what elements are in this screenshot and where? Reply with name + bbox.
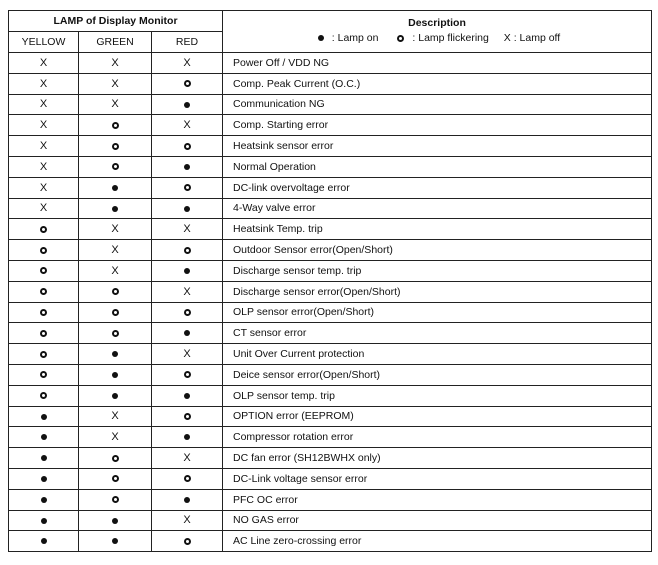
- table-row: [9, 323, 652, 344]
- table-row: [9, 406, 652, 427]
- red-lamp-cell: [152, 115, 223, 136]
- legend: [310, 32, 564, 44]
- legend-flicker: : Lamp flickering: [393, 32, 492, 44]
- red-lamp-cell: [152, 406, 223, 427]
- yellow-lamp-cell: [9, 406, 79, 427]
- lamp-off-icon: X: [183, 452, 191, 465]
- lamp-on-icon: [184, 434, 190, 440]
- lamp-flicker-icon: [40, 288, 47, 295]
- lamp-on-icon: [112, 185, 118, 191]
- table-row: [9, 531, 652, 552]
- lamp-off-icon: X: [183, 119, 191, 132]
- table-row: [9, 136, 652, 157]
- table-row: [9, 198, 652, 219]
- lamp-flicker-icon: [40, 247, 47, 254]
- lamp-on-icon: [184, 497, 190, 503]
- green-lamp-cell: [79, 427, 152, 448]
- legend-off: X : Lamp off: [503, 32, 561, 44]
- lamp-flicker-icon: [112, 309, 119, 316]
- table-row: [9, 364, 652, 385]
- red-lamp-cell: [152, 323, 223, 344]
- description-cell: 4-Way valve error: [223, 198, 652, 219]
- yellow-lamp-cell: [9, 260, 79, 281]
- table-row: [9, 156, 652, 177]
- yellow-lamp-cell: [9, 302, 79, 323]
- lamp-flicker-icon: [184, 371, 191, 378]
- description-cell: Comp. Peak Current (O.C.): [223, 73, 652, 94]
- lamp-flicker-icon: [40, 371, 47, 378]
- legend-on: : Lamp on: [314, 32, 383, 44]
- lamp-on-icon: [41, 434, 47, 440]
- table-row: [9, 427, 652, 448]
- description-cell: Communication NG: [223, 94, 652, 115]
- yellow-column-header: YELLOW: [9, 32, 79, 53]
- lamp-on-icon: [184, 164, 190, 170]
- red-lamp-cell: [152, 219, 223, 240]
- green-lamp-cell: [79, 53, 152, 74]
- green-lamp-cell: [79, 323, 152, 344]
- lamp-flicker-icon: [112, 330, 119, 337]
- lamp-table-container: [8, 10, 652, 552]
- lamp-on-icon: [41, 518, 47, 524]
- green-lamp-cell: [79, 302, 152, 323]
- lamp-on-icon: [318, 35, 324, 41]
- table-row: [9, 489, 652, 510]
- description-cell: DC-Link voltage sensor error: [223, 468, 652, 489]
- lamp-on-icon: [184, 330, 190, 336]
- description-cell: AC Line zero-crossing error: [223, 531, 652, 552]
- red-lamp-cell: [152, 364, 223, 385]
- description-cell: Outdoor Sensor error(Open/Short): [223, 240, 652, 261]
- lamp-on-icon: [184, 393, 190, 399]
- red-lamp-cell: [152, 136, 223, 157]
- green-lamp-cell: [79, 219, 152, 240]
- yellow-lamp-cell: [9, 198, 79, 219]
- lamp-status-table: [8, 10, 652, 552]
- lamp-off-icon: X: [183, 348, 191, 361]
- description-cell: Discharge sensor error(Open/Short): [223, 281, 652, 302]
- description-cell: DC-link overvoltage error: [223, 177, 652, 198]
- red-lamp-cell: [152, 156, 223, 177]
- lamp-flicker-icon: [184, 184, 191, 191]
- lamp-on-icon: [112, 518, 118, 524]
- green-lamp-cell: [79, 260, 152, 281]
- red-lamp-cell: [152, 94, 223, 115]
- lamp-off-icon: X: [111, 410, 119, 423]
- lamp-flicker-icon: [184, 80, 191, 87]
- lamp-flicker-icon: [184, 143, 191, 150]
- table-row: [9, 302, 652, 323]
- green-lamp-cell: [79, 281, 152, 302]
- lamp-off-icon: X: [111, 56, 119, 69]
- description-cell: Heatsink sensor error: [223, 136, 652, 157]
- lamp-off-icon: X: [39, 202, 48, 215]
- green-lamp-cell: [79, 468, 152, 489]
- description-cell: Power Off / VDD NG: [223, 53, 652, 74]
- lamp-flicker-icon: [112, 288, 119, 295]
- description-cell: Unit Over Current protection: [223, 344, 652, 365]
- table-row: [9, 448, 652, 469]
- lamp-on-icon: [112, 393, 118, 399]
- yellow-lamp-cell: [9, 219, 79, 240]
- table-row: [9, 94, 652, 115]
- green-lamp-cell: [79, 136, 152, 157]
- lamp-off-icon: X: [39, 181, 48, 194]
- description-cell: OPTION error (EEPROM): [223, 406, 652, 427]
- yellow-lamp-cell: [9, 281, 79, 302]
- lamp-off-icon: X: [183, 285, 191, 298]
- description-cell: Compressor rotation error: [223, 427, 652, 448]
- lamp-flicker-icon: [184, 247, 191, 254]
- red-lamp-cell: [152, 468, 223, 489]
- yellow-lamp-cell: [9, 448, 79, 469]
- green-lamp-cell: [79, 156, 152, 177]
- red-lamp-cell: [152, 73, 223, 94]
- lamp-off-icon: X: [183, 514, 191, 527]
- lamp-flicker-icon: [40, 330, 47, 337]
- lamp-off-icon: X: [39, 140, 48, 153]
- green-column-header: GREEN: [79, 32, 152, 53]
- lamp-flicker-icon: [112, 455, 119, 462]
- red-lamp-cell: [152, 427, 223, 448]
- lamp-flicker-icon: [40, 309, 47, 316]
- description-cell: CT sensor error: [223, 323, 652, 344]
- green-lamp-cell: [79, 115, 152, 136]
- lamp-off-icon: X: [111, 98, 119, 111]
- lamp-on-icon: [112, 372, 118, 378]
- green-lamp-cell: [79, 364, 152, 385]
- red-lamp-cell: [152, 344, 223, 365]
- table-row: [9, 468, 652, 489]
- yellow-lamp-cell: [9, 468, 79, 489]
- green-lamp-cell: [79, 177, 152, 198]
- yellow-lamp-cell: [9, 323, 79, 344]
- green-lamp-cell: [79, 489, 152, 510]
- description-cell: PFC OC error: [223, 489, 652, 510]
- yellow-lamp-cell: [9, 510, 79, 531]
- table-row: [9, 510, 652, 531]
- table-row: [9, 73, 652, 94]
- description-cell: Deice sensor error(Open/Short): [223, 364, 652, 385]
- lamp-off-icon: X: [39, 56, 48, 69]
- lamp-off-icon: X: [39, 98, 48, 111]
- description-cell: NO GAS error: [223, 510, 652, 531]
- lamp-off-icon: X: [183, 56, 191, 69]
- description-cell: DC fan error (SH12BWHX only): [223, 448, 652, 469]
- red-lamp-cell: [152, 510, 223, 531]
- lamp-off-icon: X: [111, 223, 119, 236]
- lamp-flicker-icon: [40, 226, 47, 233]
- lamp-off-icon: X: [39, 77, 48, 90]
- red-lamp-cell: [152, 240, 223, 261]
- lamp-on-icon: [112, 351, 118, 357]
- description-header: [223, 11, 652, 53]
- red-column-header: RED: [152, 32, 223, 53]
- yellow-lamp-cell: [9, 53, 79, 74]
- red-lamp-cell: [152, 489, 223, 510]
- yellow-lamp-cell: [9, 385, 79, 406]
- yellow-lamp-cell: [9, 240, 79, 261]
- lamp-on-icon: [184, 206, 190, 212]
- lamp-off-icon: X: [39, 160, 48, 173]
- lamp-flicker-icon: [397, 35, 404, 42]
- yellow-lamp-cell: [9, 427, 79, 448]
- red-lamp-cell: [152, 385, 223, 406]
- lamp-flicker-icon: [112, 163, 119, 170]
- lamp-off-icon: X: [39, 119, 48, 132]
- yellow-lamp-cell: [9, 136, 79, 157]
- lamp-on-icon: [41, 455, 47, 461]
- red-lamp-cell: [152, 531, 223, 552]
- green-lamp-cell: [79, 448, 152, 469]
- red-lamp-cell: [152, 198, 223, 219]
- yellow-lamp-cell: [9, 156, 79, 177]
- red-lamp-cell: [152, 177, 223, 198]
- lamp-flicker-icon: [184, 309, 191, 316]
- yellow-lamp-cell: [9, 73, 79, 94]
- yellow-lamp-cell: [9, 177, 79, 198]
- lamp-on-icon: [112, 538, 118, 544]
- green-lamp-cell: [79, 240, 152, 261]
- green-lamp-cell: [79, 198, 152, 219]
- lamp-on-icon: [41, 476, 47, 482]
- description-cell: OLP sensor error(Open/Short): [223, 302, 652, 323]
- lamp-on-icon: [184, 102, 190, 108]
- description-cell: OLP sensor temp. trip: [223, 385, 652, 406]
- lamp-on-icon: [41, 414, 47, 420]
- lamp-flicker-icon: [40, 392, 47, 399]
- red-lamp-cell: [152, 260, 223, 281]
- lamp-on-icon: [41, 497, 47, 503]
- table-row: [9, 115, 652, 136]
- green-lamp-cell: [79, 510, 152, 531]
- lamp-off-icon: X: [111, 77, 119, 90]
- lamp-flicker-icon: [184, 475, 191, 482]
- table-row: [9, 344, 652, 365]
- table-body: [9, 53, 652, 552]
- lamp-off-icon: X: [111, 244, 119, 257]
- table-row: [9, 53, 652, 74]
- red-lamp-cell: [152, 281, 223, 302]
- lamp-off-icon: X: [111, 264, 119, 277]
- description-cell: Comp. Starting error: [223, 115, 652, 136]
- lamp-on-icon: [112, 206, 118, 212]
- lamp-flicker-icon: [112, 122, 119, 129]
- table-row: [9, 260, 652, 281]
- red-lamp-cell: [152, 53, 223, 74]
- table-row: [9, 281, 652, 302]
- table-row: [9, 177, 652, 198]
- green-lamp-cell: [79, 406, 152, 427]
- lamp-flicker-icon: [112, 475, 119, 482]
- lamp-off-icon: X: [183, 223, 191, 236]
- lamp-flicker-icon: [112, 496, 119, 503]
- green-lamp-cell: [79, 73, 152, 94]
- lamp-off-icon: X: [111, 431, 119, 444]
- lamp-flicker-icon: [184, 413, 191, 420]
- lamp-header: LAMP of Display Monitor: [9, 11, 223, 32]
- description-cell: Heatsink Temp. trip: [223, 219, 652, 240]
- yellow-lamp-cell: [9, 94, 79, 115]
- yellow-lamp-cell: [9, 115, 79, 136]
- lamp-flicker-icon: [184, 538, 191, 545]
- lamp-on-icon: [41, 538, 47, 544]
- yellow-lamp-cell: [9, 531, 79, 552]
- description-cell: Discharge sensor temp. trip: [223, 260, 652, 281]
- green-lamp-cell: [79, 344, 152, 365]
- lamp-flicker-icon: [40, 267, 47, 274]
- lamp-on-icon: [184, 268, 190, 274]
- table-row: [9, 219, 652, 240]
- table-row: [9, 385, 652, 406]
- green-lamp-cell: [79, 94, 152, 115]
- red-lamp-cell: [152, 448, 223, 469]
- description-cell: Normal Operation: [223, 156, 652, 177]
- green-lamp-cell: [79, 531, 152, 552]
- description-title: Description: [408, 17, 466, 29]
- lamp-flicker-icon: [112, 143, 119, 150]
- yellow-lamp-cell: [9, 364, 79, 385]
- green-lamp-cell: [79, 385, 152, 406]
- table-row: [9, 240, 652, 261]
- red-lamp-cell: [152, 302, 223, 323]
- yellow-lamp-cell: [9, 489, 79, 510]
- lamp-flicker-icon: [40, 351, 47, 358]
- yellow-lamp-cell: [9, 344, 79, 365]
